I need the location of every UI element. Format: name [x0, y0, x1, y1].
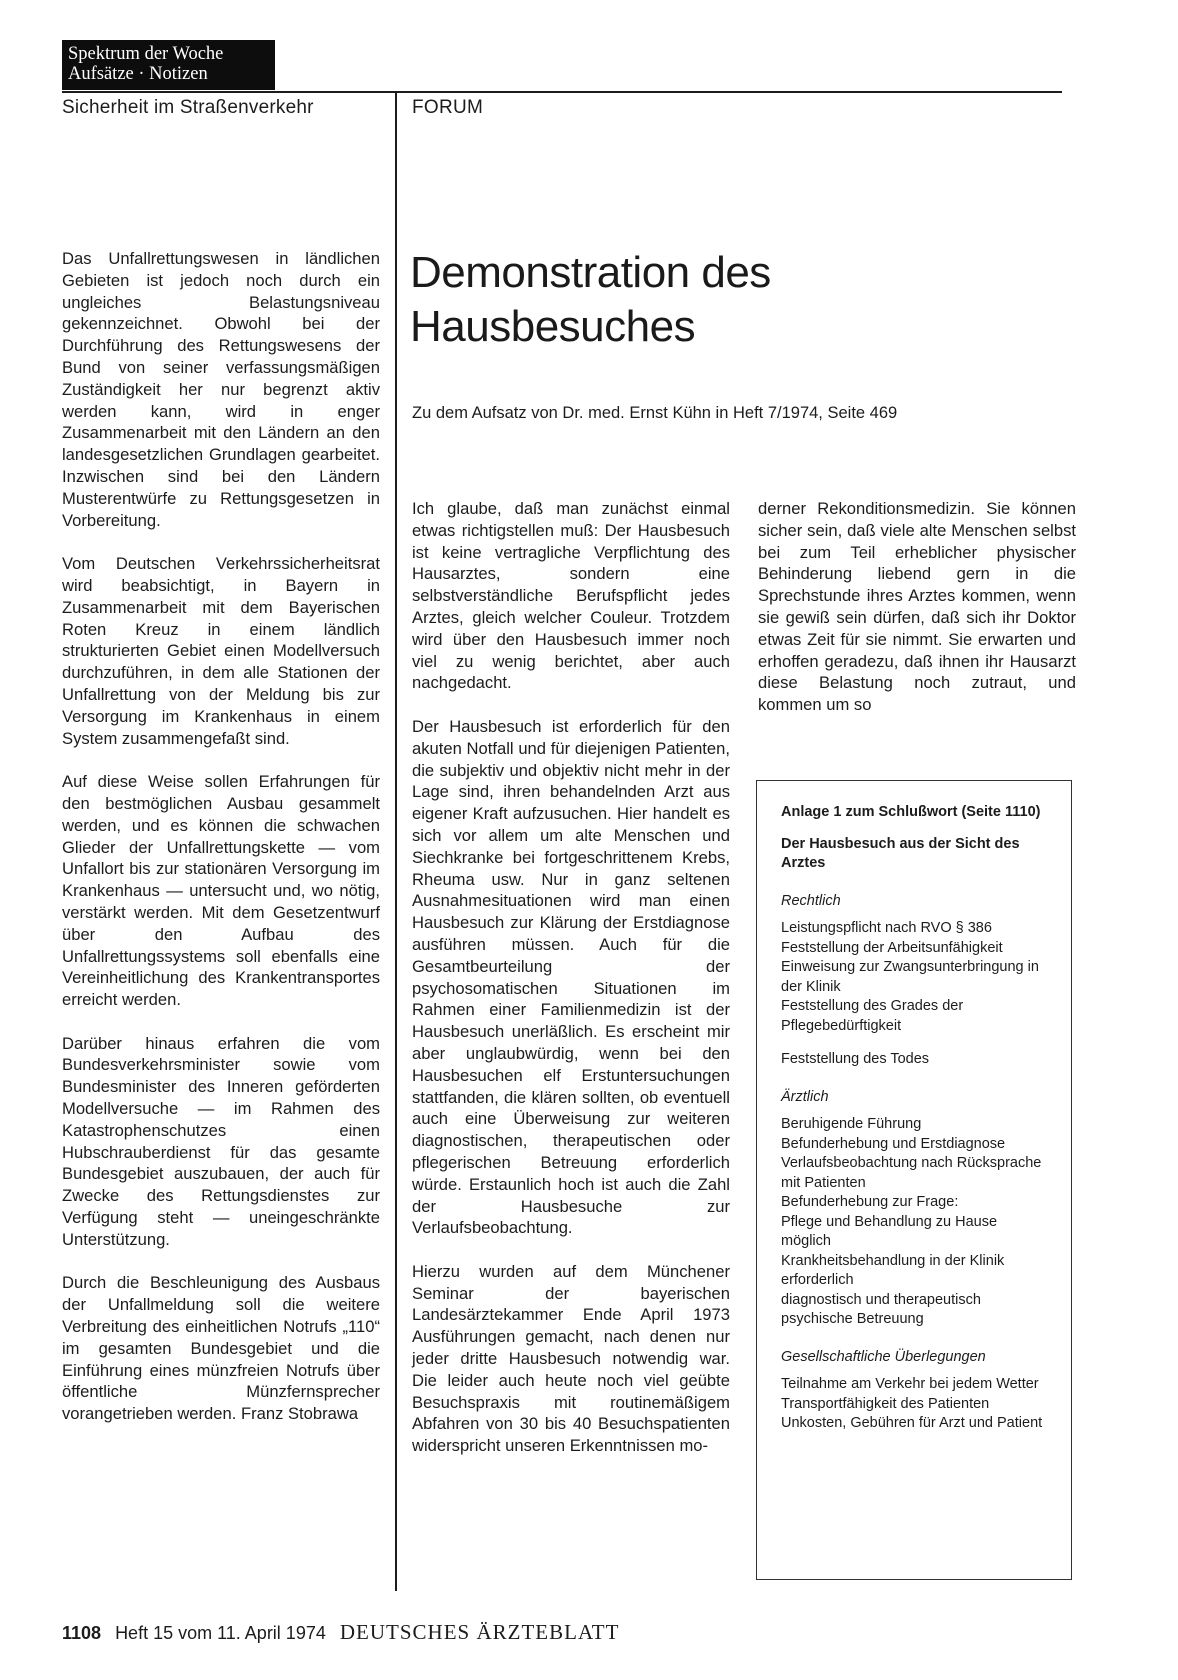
appendix-box — [756, 780, 1072, 1580]
box-section-title: Gesellschaftliche Überlegungen — [781, 1348, 986, 1365]
header-rule — [62, 91, 1062, 93]
middle-paragraph: Der Hausbesuch ist erforderlich für den akuten Notfall und für diejenigen Patienten, die subjektiv und objektiv nicht mehr in der Lage sind, ihren behandelnden Arzt aus eigener Kraft aufzusuchen. Hier handelt es sich vor allem um alte Menschen und Siechkranke bei fortgeschrittenem Krebs, Rheuma usw. Nur in ganz seltenen Ausnahmesituationen wird man einen Hausbesuch zur Klärung der Erstdiagnose ausführen müssen. Auch für die Gesamtbeurteilung der psychosomatischen Situationen im Rahmen einer Familienmedizin ist der Hausbesuch unerläßlich. Es erscheint mir aber unglaubwürdig, wenn bei den Hausbesuchen elf Erstuntersuchungen stattfanden, die klären sollten, ob eventuell auch eine Überweisung zur weiteren diagnostischen, therapeutischen oder pflegerischen Betreuung erforderlich würde. Erstaunlich hoch ist auch die Zahl der Hausbesuche zur Verlaufsbeobachtung. — [412, 716, 730, 1238]
box-item: Befunderhebung und Erstdiagnose — [781, 1135, 1006, 1152]
issue-info: Heft 15 vom 11. April 1974 — [115, 1623, 326, 1643]
box-item: Krankheitsbehandlung in der Klinik erforderlich — [781, 1252, 1005, 1288]
box-section-title: Ärztlich — [781, 1088, 829, 1105]
box-item: Unkosten, Gebühren für Arzt und Patient — [781, 1415, 1043, 1431]
box-item: Feststellung des Grades der Pflegebedürftigkeit — [781, 998, 964, 1034]
box-item: Transportfähigkeit des Patienten — [781, 1395, 990, 1412]
box-item: Befunderhebung zur Frage: — [781, 1194, 959, 1210]
box-heading-2: Der Hausbesuch aus der Sicht des Arztes — [781, 835, 1020, 871]
box-item: Feststellung des Todes — [781, 1051, 930, 1067]
left-paragraph: Auf diese Weise sollen Erfahrungen für den bestmöglichen Ausbau gesammelt werden, und es können die schwachen Glieder der Unfallrettungskette — vom Unfallort bis zur stationären Versorgung im Krankenhaus — untersucht und, wo nötig, verstärkt werden. Mit dem Gesetzentwurf über den Aufbau des Unfallrettungssystems soll ebenfalls eine Vereinheitlichung des Krankentransportes erreicht werden. — [62, 772, 380, 1010]
left-paragraph: Vom Deutschen Verkehrssicherheitsrat wird beabsichtigt, in Bayern in Zusammenarbeit mit dem Bayerischen Roten Kreuz in einem ländlich strukturierten Gebiet einen Modellversuch durchzuführen, in dem alle Stationen der Unfallrettung von der Meldung bis zur Versorgung im Krankenhaus in einem System zusammengefaßt sind. — [62, 554, 380, 748]
left-paragraph: Darüber hinaus erfahren die vom Bundesverkehrsminister sowie vom Bundesminister des Inneren geförderten Modellversuche — im Rahmen des Katastrophenschutzes einen Hubschrauberdienst für das gesamte Bundesgebiet auszubauen, der auch für Zwecke des Rettungsdienstes zur Verfügung steht — uneingeschränkte Unterstützung. — [62, 1033, 380, 1249]
box-item: Pflege und Behandlung zu Hause möglich — [781, 1213, 998, 1249]
article-title — [410, 246, 771, 354]
middle-paragraph: Ich glaube, daß man zunächst einmal etwas richtigstellen muß: Der Hausbesuch ist keine vertragliche Verpflichtung des Hausarztes, sondern eine selbstverständliche Berufspflicht jedes Arztes, gleich welcher Couleur. Trotzdem wird über den Hausbesuch immer noch viel zu wenig berichtet, aber auch nachgedacht. — [412, 499, 730, 693]
middle-paragraph: Hierzu wurden auf dem Münchener Seminar der bayerischen Landesärztekammer Ende April 1973 Ausführungen gemacht, nach denen nur jeder dritte Hausbesuch notwendig war. Die leider auch heute noch viel geübte Besuchspraxis mit routinemäßigem Abfahren von 30 bis 40 Besuchspatienten widerspricht unseren Erkenntnissen mo- — [412, 1261, 730, 1456]
column-divider — [395, 91, 397, 1591]
box-section-list — [781, 919, 1047, 1070]
section-title-left: Sicherheit im Straßenverkehr — [62, 97, 314, 118]
article-title-line-2: Hausbesuches — [410, 302, 696, 351]
left-paragraph: Das Unfallrettungswesen in ländlichen Gebieten ist jedoch noch durch ein ungleiches Belastungsniveau gekennzeichnet. Obwohl bei der Durchführung des Rettungswesens der Bund von seiner verfassungsmäßigen Zuständigkeit her nur begrenzt aktiv werden kann, wird in enger Zusammenarbeit mit den Ländern an den landesgesetzlichen Grundlagen gearbeitet. Inzwischen sind bei den Ländern Musterentwürfe zu Rettungsgesetzen in Vorbereitung. — [62, 249, 380, 530]
box-item: Leistungspflicht nach RVO § 386 — [781, 920, 992, 936]
box-section-list — [781, 1375, 1047, 1434]
box-item: Feststellung der Arbeitsunfähigkeit — [781, 939, 1003, 956]
box-heading-1: Anlage 1 zum Schlußwort (Seite 1110) — [781, 804, 1041, 820]
box-section-list — [781, 1115, 1047, 1330]
right-paragraph: derner Rekonditionsmedizin. Sie können sicher sein, daß viele alte Menschen selbst bei zum Teil erheblicher physischer Behinderung liebend gern in die Sprechstunde ihres Arztes kommen, wenn sie gewiß sein dürfen, daß sich ihr Doktor etwas Zeit für sie nimmt. Sie erwarten und erhoffen geradezu, daß ihnen ihr Hausarzt diese Belastung noch zutraut, und kommen um so — [758, 499, 1076, 715]
middle-column — [412, 498, 730, 1479]
box-section-title: Rechtlich — [781, 892, 841, 909]
journal-name: DEUTSCHES ÄRZTEBLATT — [339, 1620, 620, 1644]
article-title-line-1: Demonstration des — [410, 248, 771, 297]
page-number: 1108 — [62, 1623, 102, 1643]
box-item: Teilnahme am Verkehr bei jedem Wetter — [781, 1376, 1039, 1392]
box-item: Einweisung zur Zwangsunterbringung in der Klinik — [781, 959, 1039, 995]
box-item: Verlaufsbeobachtung nach Rücksprache mit Patienten — [781, 1155, 1042, 1191]
badge-line-2: Aufsätze · Notizen — [68, 64, 208, 84]
section-title-right: FORUM — [412, 97, 484, 118]
box-item: diagnostisch und therapeutisch psychische Betreuung — [781, 1291, 981, 1327]
badge-line-1: Spektrum der Woche — [68, 44, 224, 64]
page-footer — [62, 1620, 619, 1645]
left-paragraph: Durch die Beschleunigung des Ausbaus der Unfallmeldung soll die weitere Verbreitung des einheitlichen Notrufs „110“ im gesamten Bundesgebiet und die Einführung eines münzfreien Notrufs über öffentliche Münzfernsprecher vorangetrieben werden. Franz Stobrawa — [62, 1273, 380, 1424]
section-badge — [62, 40, 275, 90]
left-column — [62, 248, 380, 1447]
article-subtitle: Zu dem Aufsatz von Dr. med. Ernst Kühn in Heft 7/1974, Seite 469 — [412, 404, 898, 422]
box-item: Beruhigende Führung — [781, 1116, 922, 1132]
right-column — [758, 498, 1076, 738]
